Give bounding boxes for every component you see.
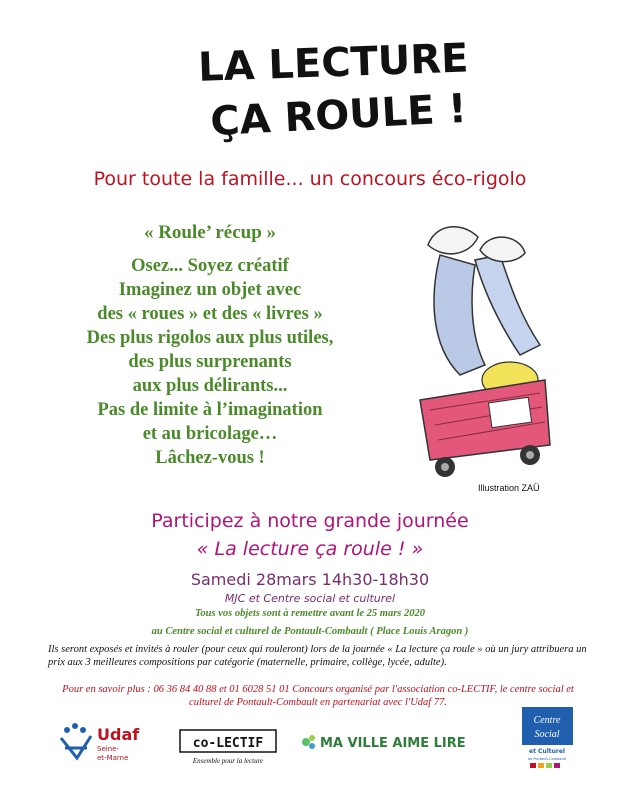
centre-social-line-4: de Pontault-Combault — [527, 757, 567, 761]
centre-social-logo — [520, 705, 575, 770]
collectif-logo — [178, 722, 278, 766]
contest-line: Imaginez un objet avec — [118, 280, 302, 300]
udaf-name: Udaf — [97, 725, 140, 744]
event-venue: MJC et Centre social et culturel — [224, 592, 396, 605]
contest-line: et au bricolage… — [142, 424, 278, 444]
event-logo-artwork — [190, 22, 470, 146]
contest-line: Pas de limite à l’imagination — [97, 400, 323, 420]
contest-line: aux plus délirants... — [132, 376, 288, 396]
contest-line: des « roues » et des « livres » — [97, 304, 323, 324]
event-details: Ils seront exposés et invités à rouler (pour ceux qui rouleront) lors de la journée « La lecture ça roule » où un jury attribuera un prix aux 3 meilleures compositions par catégorie (maternelle, primaire, collège, lycée, adulte). — [48, 644, 587, 668]
udaf-sub-2: et-Marne — [97, 754, 129, 762]
dropoff-note: au Centre social et culturel de Pontault-Combault ( Place Louis Aragon ) — [151, 626, 469, 637]
centre-social-line-1: Centre — [533, 715, 561, 726]
contact-info: Pour en savoir plus : 06 36 84 40 88 et 01 6028 51 01 Concours organisé par l'association co-LECTIF, le centre social et culturel de Pontault-Combault en partenariat avec l'Udaf 77. — [62, 684, 574, 708]
illustration-credit: Illustration ZAÜ — [478, 483, 540, 493]
centre-social-line-2: Social — [534, 729, 560, 740]
event-date: Samedi 28mars 14h30-18h30 — [190, 570, 430, 589]
deadline-note: Tous vos objets sont à remettre avant le 25 mars 2020 — [194, 608, 426, 619]
ma-ville-aime-lire-logo — [300, 732, 490, 752]
collectif-sub: Ensemble pour la lecture — [192, 757, 264, 765]
udaf-logo — [55, 718, 165, 766]
logo-line-1: LA LECTURE — [197, 35, 470, 91]
contest-line: des plus surprenants — [128, 352, 292, 372]
udaf-figure-icon — [61, 723, 91, 758]
logo-line-2: ÇA ROULE ! — [209, 85, 468, 146]
udaf-sub-1: Seine- — [97, 745, 119, 753]
centre-social-line-3: et Culturel — [529, 748, 565, 755]
event-name: « La lecture ça roule ! » — [196, 538, 424, 560]
flower-icon — [302, 735, 315, 749]
contest-line: Des plus rigolos aux plus utiles, — [86, 328, 334, 348]
contest-description — [30, 254, 390, 470]
illustration-reader-in-cart — [400, 215, 570, 485]
collectif-name: co-LECTIF — [192, 736, 264, 751]
contest-title: « Roule’ récup » — [143, 222, 277, 243]
contest-line: Osez... Soyez créatif — [131, 256, 289, 276]
contest-line: Lâchez-vous ! — [155, 448, 265, 468]
event-invitation: Participez à notre grande journée — [151, 510, 469, 532]
tagline: Pour toute la famille... un concours éco-rigolo — [93, 168, 527, 190]
event-logo — [190, 22, 470, 146]
mvl-name: MA VILLE AIME LIRE — [320, 736, 466, 751]
